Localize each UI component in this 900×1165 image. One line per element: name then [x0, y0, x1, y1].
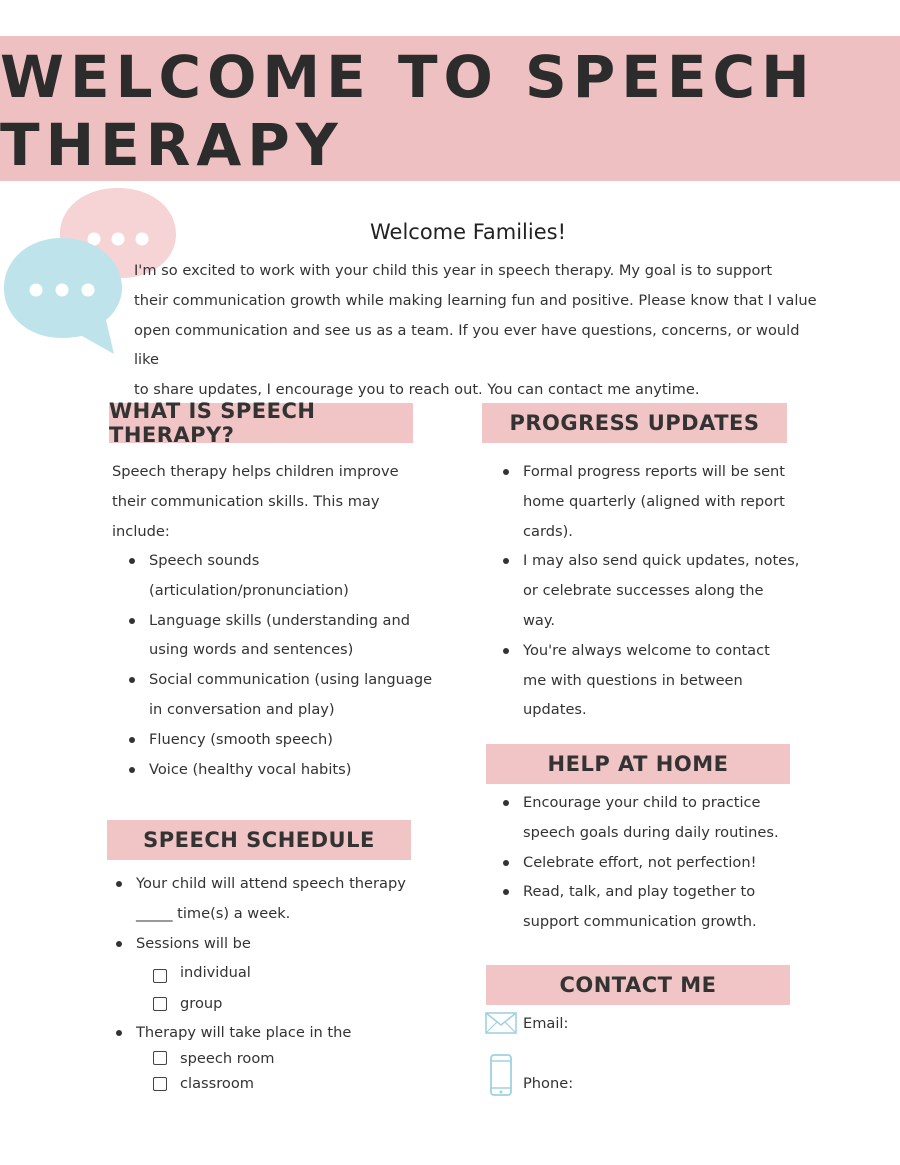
item-line: support communication growth.: [523, 913, 757, 931]
progress-heading: PROGRESS UPDATES: [482, 403, 787, 443]
speech-room-checkbox[interactable]: [153, 1051, 167, 1065]
intro-line: include:: [112, 522, 170, 540]
bullet-icon: [116, 881, 122, 887]
list-item: [149, 606, 439, 666]
bullet-icon: [503, 469, 509, 475]
bullet-icon: [503, 558, 509, 564]
bullet-icon: [116, 941, 122, 947]
item-line: home quarterly (aligned with report: [523, 492, 785, 510]
item-line: updates.: [523, 701, 587, 719]
item-line: Encourage your child to practice: [523, 794, 761, 811]
item-line: I may also send quick updates, notes,: [523, 552, 800, 570]
welcome-line: I'm so excited to work with your child this year in speech therapy. My goal is to support: [134, 262, 773, 279]
item-line: Your child will attend speech therapy: [136, 875, 406, 892]
item-line: (articulation/pronunciation): [149, 581, 349, 599]
blue-chat-bubble-icon: [2, 234, 126, 358]
page-title: WELCOME TO SPEECH THERAPY: [0, 42, 816, 179]
bullet-icon: [503, 889, 509, 895]
bullet-icon: [503, 648, 509, 654]
schedule-list-2: [136, 1018, 426, 1048]
group-checkbox[interactable]: [153, 997, 167, 1011]
envelope-icon: [485, 1012, 517, 1034]
schedule-heading: SPEECH SCHEDULE: [107, 820, 411, 860]
list-item: [136, 929, 426, 959]
title-banner: [0, 36, 900, 181]
list-item: [136, 869, 426, 929]
list-item: [523, 848, 823, 878]
item-line: Voice (healthy vocal habits): [149, 760, 352, 778]
what-is-intro: [112, 457, 432, 546]
item-line: Therapy will take place in the: [136, 1024, 352, 1041]
item-line: or celebrate successes along the: [523, 582, 764, 600]
phone-icon: [490, 1054, 512, 1096]
group-label: group: [180, 995, 223, 1012]
what-is-heading: WHAT IS SPEECH THERAPY?: [109, 403, 413, 443]
progress-list: [523, 457, 823, 725]
welcome-heading: Welcome Families!: [370, 220, 566, 244]
schedule-list: [136, 869, 426, 958]
bullet-icon: [503, 860, 509, 866]
what-is-list: [149, 546, 439, 784]
item-line: me with questions in between: [523, 671, 743, 689]
list-item: [149, 546, 439, 606]
individual-label: individual: [180, 964, 251, 981]
item-line: using words and sentences): [149, 641, 354, 659]
item-line: Celebrate effort, not perfection!: [523, 853, 757, 871]
bullet-icon: [129, 558, 135, 564]
classroom-checkbox[interactable]: [153, 1077, 167, 1091]
bullet-icon: [503, 800, 509, 806]
item-line: Language skills (understanding and: [149, 611, 410, 629]
welcome-line: open communication and see us as a team. If you ever have questions, concerns, or would like: [134, 321, 800, 369]
intro-line: their communication skills. This may: [112, 492, 380, 510]
list-item: [149, 725, 439, 755]
bullet-icon: [129, 767, 135, 773]
list-item: [523, 457, 823, 546]
item-line: Fluency (smooth speech): [149, 730, 333, 748]
individual-checkbox[interactable]: [153, 969, 167, 983]
item-line: Read, talk, and play together to: [523, 883, 756, 901]
list-item: [523, 877, 823, 937]
item-line: Speech sounds: [149, 552, 260, 569]
speech-room-label: speech room: [180, 1050, 275, 1067]
contact-heading: CONTACT ME: [486, 965, 790, 1005]
list-item: [523, 788, 823, 848]
email-label: Email:: [523, 1015, 569, 1032]
list-item: [523, 636, 823, 725]
welcome-line: to share updates, I encourage you to reach out. You can contact me anytime.: [134, 381, 700, 399]
item-line: Formal progress reports will be sent: [523, 463, 786, 480]
bullet-icon: [116, 1030, 122, 1036]
help-heading: HELP AT HOME: [486, 744, 790, 784]
bullet-icon: [129, 618, 135, 624]
list-item: [149, 665, 439, 725]
bullet-icon: [129, 677, 135, 683]
item-line: Social communication (using language: [149, 671, 433, 689]
item-line: cards).: [523, 522, 573, 540]
welcome-paragraph: [134, 256, 824, 405]
item-line: You're always welcome to contact: [523, 641, 770, 659]
welcome-line: their communication growth while making learning fun and positive. Please know that I value: [134, 291, 817, 309]
list-item: [149, 755, 439, 785]
bullet-icon: [129, 737, 135, 743]
item-line: way.: [523, 611, 556, 629]
item-line: in conversation and play): [149, 700, 335, 718]
phone-label: Phone:: [523, 1075, 574, 1092]
list-item: [523, 546, 823, 635]
help-list: [523, 788, 823, 937]
classroom-label: classroom: [180, 1075, 254, 1092]
item-line: Sessions will be: [136, 934, 251, 952]
intro-line: Speech therapy helps children improve: [112, 463, 399, 480]
item-line: speech goals during daily routines.: [523, 823, 779, 841]
item-line: _____ time(s) a week.: [136, 904, 291, 922]
list-item: [136, 1018, 426, 1048]
